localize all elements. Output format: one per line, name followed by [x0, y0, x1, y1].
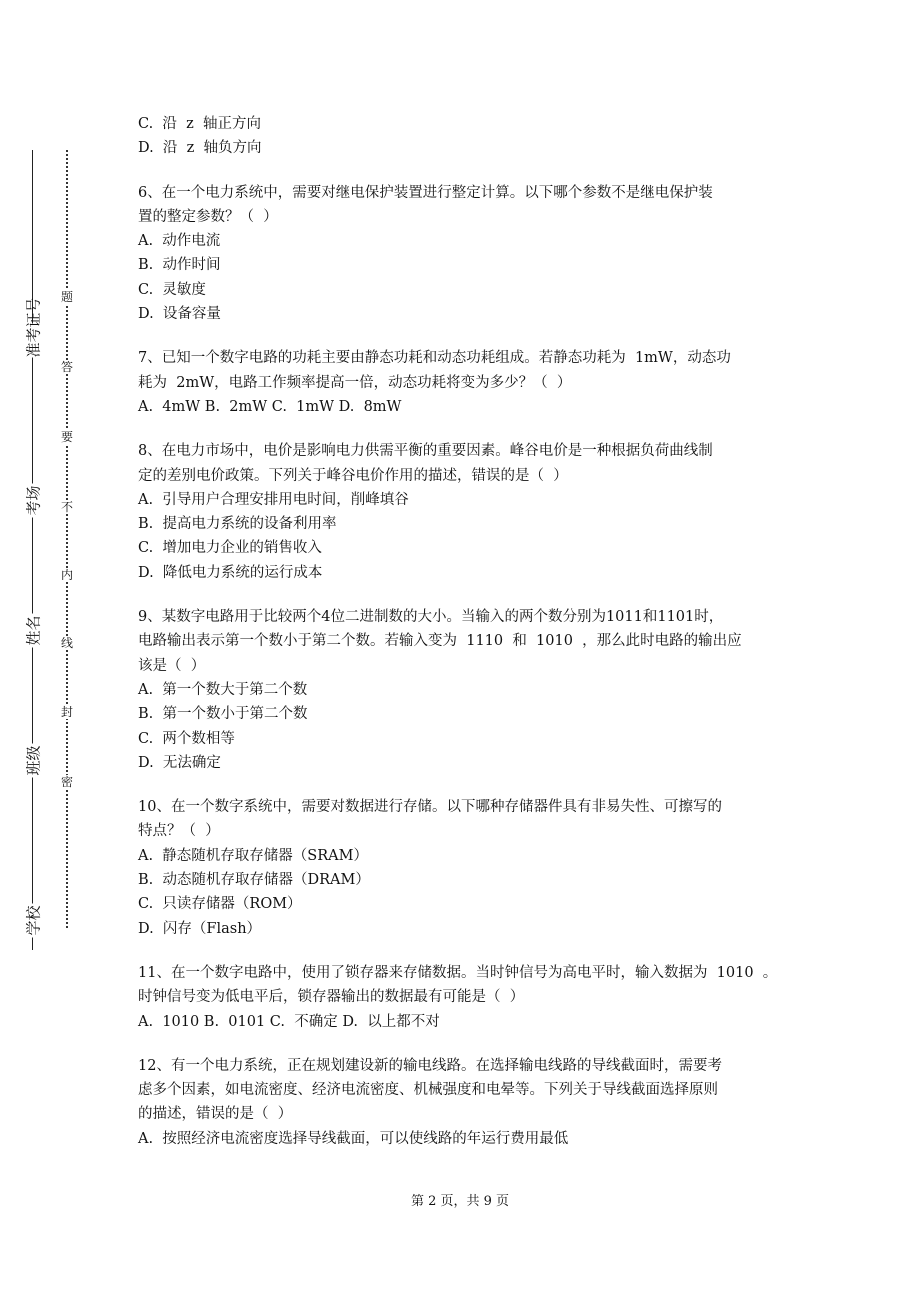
seal-char: 不 [57, 500, 77, 514]
name-label: 姓名 [24, 615, 43, 646]
question-text: 时钟信号变为低电平后，锁存器输出的数据最有可能是（ ） [138, 989, 525, 1006]
question-text: 置的整定参数？（ ） [138, 208, 278, 225]
question-9 [138, 605, 788, 775]
seal-char: 线 [57, 636, 77, 650]
seal-char: 题 [57, 290, 77, 304]
question-12 [138, 1054, 788, 1151]
option: B. 动态随机存取存储器（DRAM） [138, 872, 370, 889]
seal-char: 答 [57, 360, 77, 374]
seal-char: 内 [57, 568, 77, 582]
question-text: 10、在一个数字系统中，需要对数据进行存储。以下哪种存储器件具有非易失性、可擦写的 [138, 799, 722, 816]
option: A. 引导用户合理安排用电时间，削峰填谷 [138, 491, 409, 508]
option: B. 提高电力系统的设备利用率 [138, 516, 337, 533]
question-text: 11、在一个数字电路中，使用了锁存器来存储数据。当时钟信号为高电平时，输入数据为 1010 。 [138, 964, 778, 981]
option: A. 4mW B. 2mW C. 1mW D. 8mW [138, 398, 402, 415]
question-text: 7、已知一个数字电路的功耗主要由静态功耗和动态功耗组成。若静态功耗为 1mW，动态功 [138, 350, 731, 367]
option: A. 第一个数大于第二个数 [138, 681, 308, 698]
class-label: 班级 [24, 745, 43, 776]
exam-room-label: 考场 [24, 485, 43, 516]
option: D. 沿 z 轴负方向 [138, 140, 262, 157]
question-text: 12、有一个电力系统，正在规划建设新的输电线路。在选择输电线路的导线截面时，需要考 [138, 1057, 722, 1074]
question-8 [138, 439, 788, 585]
school-label: 学校 [24, 905, 43, 936]
question-text: 耗为 2mW，电路工作频率提高一倍，动态功耗将变为多少？（ ） [138, 374, 572, 391]
option: D. 闪存（Flash） [138, 920, 262, 937]
fill-line [32, 150, 33, 950]
question-text: 6、在一个电力系统中，需要对继电保护装置进行整定计算。以下哪个参数不是继电保护装 [138, 184, 713, 201]
binding-margin [16, 150, 50, 950]
question-body [138, 112, 788, 1171]
question-text: 该是（ ） [138, 657, 206, 674]
option: C. 两个数相等 [138, 730, 235, 747]
option: A. 静态随机存取存储器（SRAM） [138, 847, 368, 864]
option: C. 增加电力企业的销售收入 [138, 540, 322, 557]
option: D. 设备容量 [138, 306, 221, 323]
question-text: 定的差别电价政策。下列关于峰谷电价作用的描述，错误的是（ ） [138, 467, 568, 484]
question-text: 的描述，错误的是（ ） [138, 1106, 293, 1123]
previous-question-options [138, 112, 788, 161]
question-text: 电路输出表示第一个数小于第二个数。若输入变为 1110 和 1010 ，那么此时电路的输出应 [138, 633, 742, 650]
option: C. 只读存储器（ROM） [138, 896, 302, 913]
option: B. 第一个数小于第二个数 [138, 706, 308, 723]
seal-char: 封 [57, 705, 77, 719]
option: D. 无法确定 [138, 754, 221, 771]
question-text: 9、某数字电路用于比较两个4位二进制数的大小。当输入的两个数分别为1011和1101时， [138, 609, 724, 626]
option: A. 1010 B. 0101 C. 不确定 D. 以上都不对 [138, 1013, 440, 1030]
seal-char: 要 [57, 430, 77, 444]
seal-char: 密 [57, 775, 77, 789]
option: A. 动作电流 [138, 233, 221, 250]
question-text: 虑多个因素，如电流密度、经济电流密度、机械强度和电晕等。下列关于导线截面选择原则 [138, 1082, 718, 1099]
question-text: 8、在电力市场中，电价是影响电力供需平衡的重要因素。峰谷电价是一种根据负荷曲线制 [138, 443, 713, 460]
question-text: 特点？（ ） [138, 823, 220, 840]
option: C. 沿 z 轴正方向 [138, 116, 261, 132]
question-10 [138, 795, 788, 941]
question-6 [138, 181, 788, 327]
seal-dotted-line [66, 150, 68, 928]
option: D. 降低电力系统的运行成本 [138, 564, 323, 581]
option: B. 动作时间 [138, 257, 221, 274]
exam-id-label: 准考证号 [24, 297, 43, 358]
question-11 [138, 961, 788, 1034]
option: A. 按照经济电流密度选择导线截面，可以使线路的年运行费用最低 [138, 1130, 569, 1147]
question-7 [138, 346, 788, 419]
page-number: 第 2 页，共 9 页 [410, 1194, 510, 1209]
option: C. 灵敏度 [138, 281, 206, 298]
